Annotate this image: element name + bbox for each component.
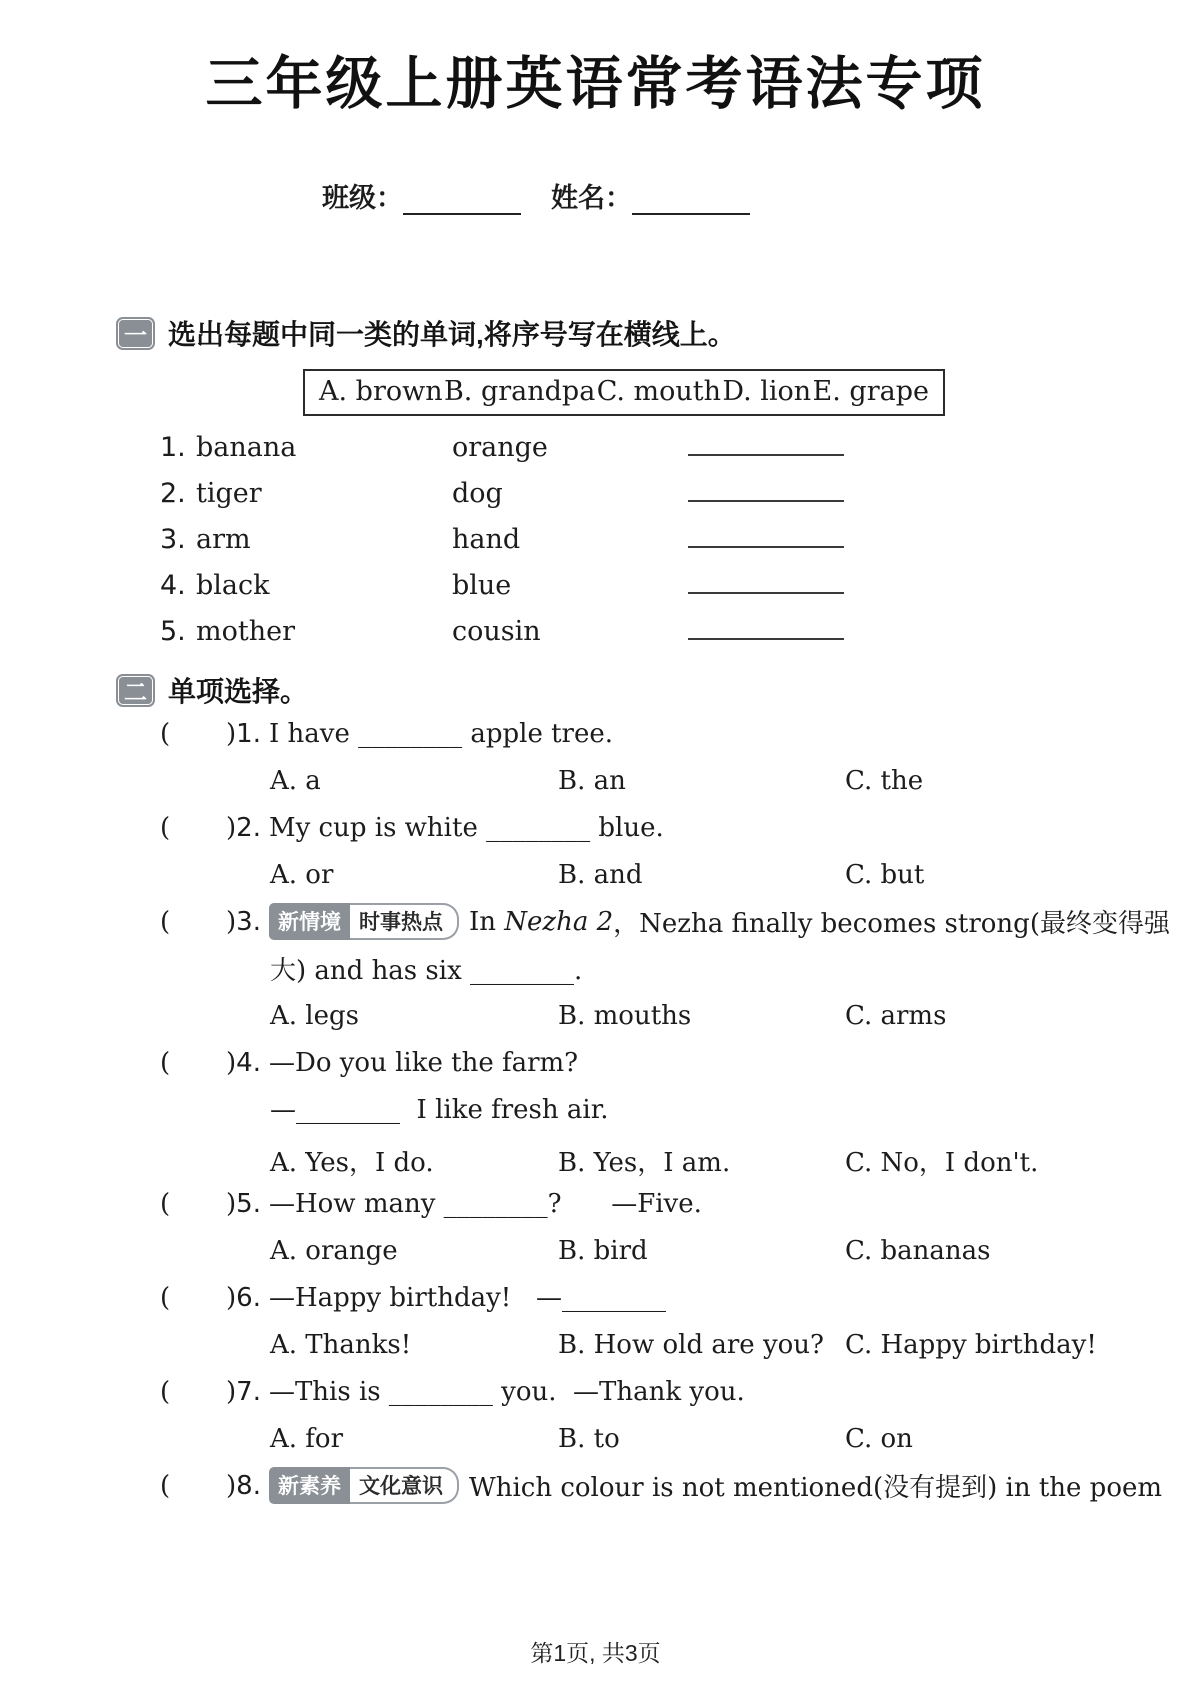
question-number: 8. bbox=[236, 1470, 261, 1501]
option-a: A. legs bbox=[270, 1001, 359, 1031]
question-text: —How many ________? —Five. bbox=[268, 1188, 702, 1219]
row-word-1: mother bbox=[196, 616, 295, 647]
row-number: 4. bbox=[160, 570, 186, 601]
answer-paren-open: ( bbox=[160, 1282, 171, 1313]
row-word-2: cousin bbox=[452, 616, 541, 647]
word-bank-item: E. grape bbox=[812, 376, 929, 407]
option-row bbox=[0, 1133, 1191, 1180]
option-a: A. orange bbox=[270, 1236, 398, 1266]
question-text: 大) and has six ________. bbox=[270, 956, 583, 986]
question-6 bbox=[0, 1274, 1191, 1368]
answer-paren-close: ) bbox=[226, 718, 237, 749]
question-line bbox=[0, 1274, 1191, 1321]
question-line bbox=[0, 804, 1191, 851]
question-number: 6. bbox=[236, 1282, 261, 1313]
answer-paren-close: ) bbox=[226, 1470, 237, 1501]
class-label: 班级： bbox=[322, 183, 403, 213]
option-a: A. a bbox=[270, 766, 321, 796]
name-label: 姓名： bbox=[551, 183, 632, 213]
question-number: 7. bbox=[236, 1376, 261, 1407]
option-row bbox=[0, 1227, 1191, 1274]
question-5 bbox=[0, 1180, 1191, 1274]
question-1 bbox=[0, 710, 1191, 804]
question-text: —Happy birthday! —________ bbox=[268, 1282, 667, 1313]
option-row bbox=[0, 757, 1191, 804]
answer-blank-line bbox=[688, 546, 844, 548]
question-text: My cup is white ________ blue. bbox=[268, 812, 664, 843]
question-line bbox=[0, 1039, 1191, 1086]
answer-paren-close: ) bbox=[226, 812, 237, 843]
tag-badge bbox=[269, 1467, 459, 1504]
badge-new-literacy: 新素养 bbox=[269, 1467, 350, 1504]
option-b: B. an bbox=[558, 766, 626, 796]
option-row bbox=[0, 851, 1191, 898]
answer-paren-open: ( bbox=[160, 906, 171, 937]
badge-hot-topic: 时事热点 bbox=[350, 903, 459, 940]
question-text: —This is ________ you. —Thank you. bbox=[268, 1376, 745, 1407]
class-blank-line bbox=[403, 185, 521, 215]
word-bank-box bbox=[303, 369, 945, 416]
option-c: C. but bbox=[845, 860, 925, 890]
question-text: In bbox=[468, 906, 505, 937]
answer-paren-close: ) bbox=[226, 906, 237, 937]
row-word-1: arm bbox=[196, 524, 251, 555]
answer-paren-open: ( bbox=[160, 1470, 171, 1501]
option-c: C. on bbox=[845, 1424, 913, 1454]
answer-paren-close: ) bbox=[226, 1376, 237, 1407]
answer-paren-open: ( bbox=[160, 1047, 171, 1078]
match-row-3 bbox=[0, 516, 1191, 562]
question-line bbox=[0, 1086, 1191, 1133]
question-line bbox=[0, 898, 1191, 945]
question-number: 3. bbox=[236, 906, 261, 937]
option-row bbox=[0, 1321, 1191, 1368]
option-b: B. How old are you? bbox=[558, 1330, 824, 1360]
option-b: B. bird bbox=[558, 1236, 648, 1266]
row-word-1: black bbox=[196, 570, 270, 601]
option-b: B. Yes，I am. bbox=[558, 1148, 731, 1178]
section-one-number-icon: 一 bbox=[116, 317, 155, 350]
row-number: 1. bbox=[160, 432, 186, 463]
question-line bbox=[0, 1462, 1191, 1509]
match-row-2 bbox=[0, 470, 1191, 516]
question-text: —Do you like the farm? bbox=[268, 1047, 579, 1078]
section-two-heading: 单项选择。 bbox=[168, 676, 309, 707]
option-b: B. mouths bbox=[558, 1001, 692, 1031]
answer-blank-line bbox=[688, 454, 844, 456]
row-word-2: dog bbox=[452, 478, 503, 509]
option-c: C. the bbox=[845, 766, 924, 796]
badge-cultural-awareness: 文化意识 bbox=[350, 1467, 459, 1504]
option-row bbox=[0, 1415, 1191, 1462]
answer-blank-line bbox=[688, 500, 844, 502]
row-number: 5. bbox=[160, 616, 186, 647]
word-bank-item: B. grandpa bbox=[443, 376, 596, 407]
word-bank-item: C. mouth bbox=[596, 376, 722, 407]
question-text: I have ________ apple tree. bbox=[268, 718, 614, 749]
word-bank-item: A. brown bbox=[319, 376, 443, 407]
answer-paren-open: ( bbox=[160, 1376, 171, 1407]
answer-paren-open: ( bbox=[160, 718, 171, 749]
answer-paren-open: ( bbox=[160, 812, 171, 843]
name-blank-line bbox=[632, 185, 750, 215]
section-two-header bbox=[0, 670, 1191, 710]
question-2 bbox=[0, 804, 1191, 898]
question-text: Which colour is not mentioned(没有提到) in the poem bbox=[468, 1473, 1163, 1503]
student-id-line bbox=[0, 176, 1191, 215]
question-number: 2. bbox=[236, 812, 261, 843]
answer-paren-close: ) bbox=[226, 1282, 237, 1313]
question-text-italic: Nezha 2 bbox=[504, 906, 614, 937]
option-a: A. for bbox=[270, 1424, 344, 1454]
row-number: 2. bbox=[160, 478, 186, 509]
row-number: 3. bbox=[160, 524, 186, 555]
answer-paren-open: ( bbox=[160, 1188, 171, 1219]
section-one-heading: 选出每题中同一类的单词,将序号写在横线上。 bbox=[168, 319, 736, 350]
question-number: 5. bbox=[236, 1188, 261, 1219]
section-two-number-icon: 二 bbox=[116, 674, 155, 707]
row-word-1: tiger bbox=[196, 478, 262, 509]
question-line bbox=[0, 710, 1191, 757]
row-word-2: hand bbox=[452, 524, 521, 555]
answer-blank-line bbox=[688, 638, 844, 640]
word-bank-item: D. lion bbox=[722, 376, 812, 407]
answer-paren-close: ) bbox=[226, 1188, 237, 1219]
option-b: B. to bbox=[558, 1424, 620, 1454]
row-word-1: banana bbox=[196, 432, 297, 463]
row-word-2: blue bbox=[452, 570, 512, 601]
badge-new-context: 新情境 bbox=[269, 903, 350, 940]
question-number: 4. bbox=[236, 1047, 261, 1078]
tag-badge bbox=[269, 903, 459, 940]
option-a: A. or bbox=[270, 860, 334, 890]
section-one-header bbox=[0, 313, 1191, 353]
answer-paren-close: ) bbox=[226, 1047, 237, 1078]
match-row-1 bbox=[0, 424, 1191, 470]
row-word-2: orange bbox=[452, 432, 548, 463]
option-a: A. Yes，I do. bbox=[270, 1148, 434, 1178]
question-line bbox=[0, 945, 1191, 992]
question-line bbox=[0, 1368, 1191, 1415]
question-8 bbox=[0, 1462, 1191, 1509]
page-footer: 第1页, 共3页 bbox=[530, 1640, 661, 1666]
question-text: ，Nezha finally becomes strong(最终变得强 bbox=[613, 909, 1170, 939]
match-row-5 bbox=[0, 608, 1191, 654]
option-c: C. bananas bbox=[845, 1236, 991, 1266]
option-c: C. No，I don't. bbox=[845, 1148, 1039, 1178]
option-a: A. Thanks! bbox=[270, 1330, 412, 1360]
question-7 bbox=[0, 1368, 1191, 1462]
question-line bbox=[0, 1180, 1191, 1227]
answer-blank-line bbox=[688, 592, 844, 594]
match-row-4 bbox=[0, 562, 1191, 608]
option-b: B. and bbox=[558, 860, 643, 890]
option-c: C. arms bbox=[845, 1001, 947, 1031]
question-4 bbox=[0, 1039, 1191, 1180]
question-number: 1. bbox=[236, 718, 261, 749]
option-c: C. Happy birthday! bbox=[845, 1330, 1097, 1360]
question-text: —________ I like fresh air. bbox=[270, 1094, 609, 1125]
option-row bbox=[0, 992, 1191, 1039]
matching-list bbox=[0, 424, 1191, 654]
page-title: 三年级上册英语常考语法专项 bbox=[205, 52, 986, 116]
question-3 bbox=[0, 898, 1191, 1039]
